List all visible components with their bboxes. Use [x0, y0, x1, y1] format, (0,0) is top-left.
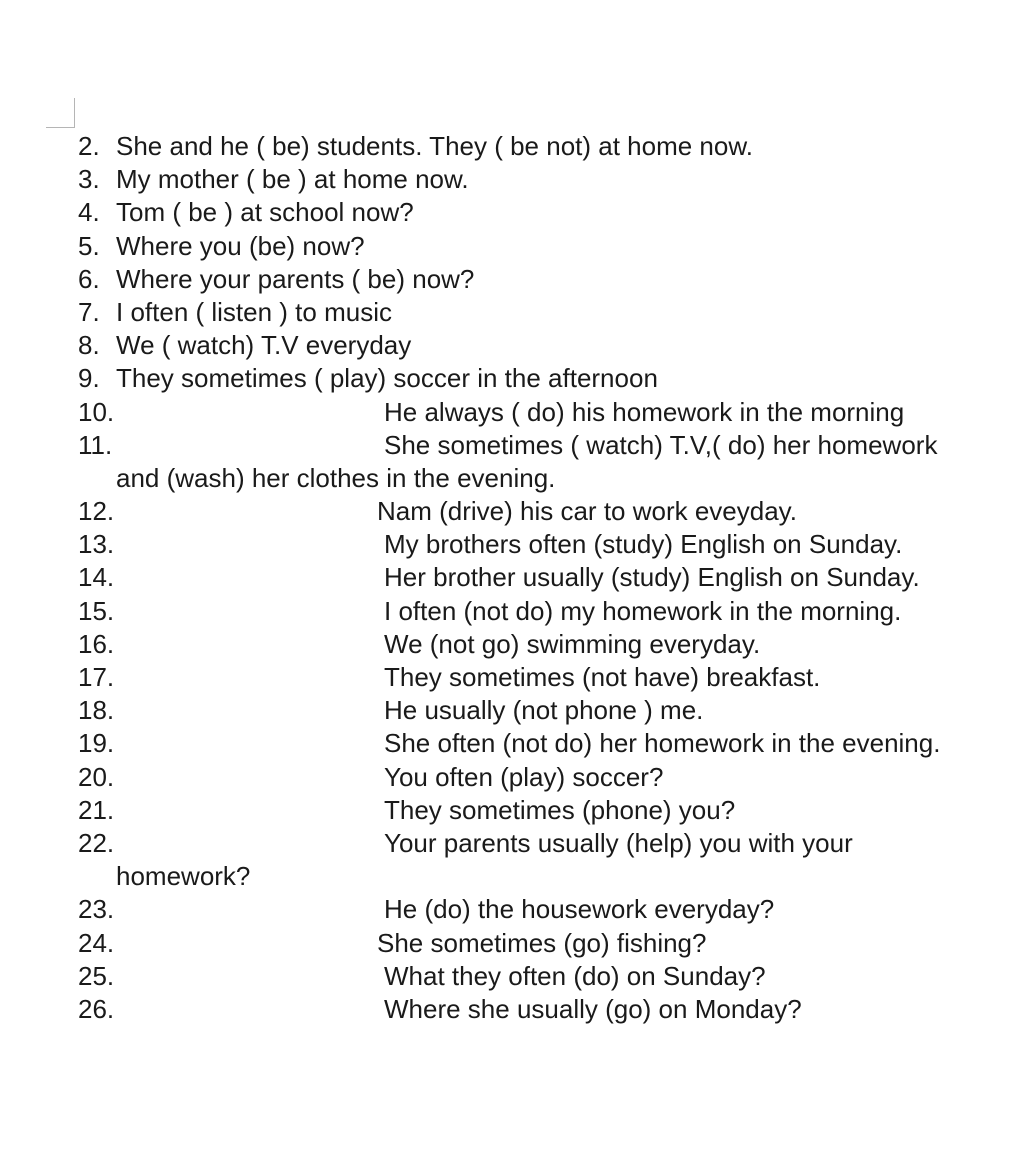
exercise-list	[78, 130, 1018, 1026]
item-text: Nam (drive) his car to work eveyday.	[377, 496, 797, 527]
item-text: What they often (do) on Sunday?	[384, 960, 766, 991]
list-item	[78, 960, 1018, 993]
list-item	[78, 694, 1018, 727]
list-item	[78, 495, 1018, 528]
item-number: 7.	[78, 296, 100, 327]
item-number: 22.	[78, 827, 115, 858]
item-text: Where you (be) now?	[116, 230, 365, 261]
list-item	[78, 761, 1018, 794]
item-text: They sometimes (not have) breakfast.	[384, 662, 821, 692]
item-continuation: and (wash) her clothes in the evening.	[116, 462, 556, 493]
item-text: My mother ( be ) at home now.	[116, 164, 469, 195]
item-number: 15.	[78, 595, 115, 626]
item-number: 26.	[78, 993, 115, 1024]
list-item	[78, 927, 1018, 960]
item-number: 13.	[78, 529, 115, 560]
item-text: She often (not do) her homework in the evening.	[384, 728, 941, 759]
item-text: He always ( do) his homework in the morning	[384, 396, 905, 427]
item-text: Where your parents ( be) now?	[116, 263, 475, 294]
item-text: Tom ( be ) at school now?	[116, 197, 414, 228]
item-text: They sometimes ( play) soccer in the afternoon	[116, 363, 658, 394]
item-number: 5.	[78, 230, 100, 261]
item-number: 20.	[78, 761, 115, 792]
item-number: 23.	[78, 894, 115, 925]
item-text: I often (not do) my homework in the morning.	[384, 595, 902, 626]
item-text: My brothers often (study) English on Sunday.	[384, 529, 903, 560]
list-item	[78, 230, 1018, 263]
list-item	[78, 263, 1018, 296]
item-number: 18.	[78, 695, 115, 726]
list-item	[78, 893, 1018, 926]
item-number: 8.	[78, 330, 100, 361]
list-item	[78, 595, 1018, 628]
list-item	[78, 993, 1018, 1026]
item-text: Where she usually (go) on Monday?	[384, 993, 802, 1024]
list-item	[78, 794, 1018, 827]
list-item	[78, 329, 1018, 362]
item-number: 6.	[78, 263, 100, 294]
list-item	[78, 528, 1018, 561]
item-number: 25.	[78, 960, 115, 991]
item-number: 19.	[78, 728, 115, 759]
item-text: She sometimes ( watch) T.V,( do) her homework	[384, 429, 938, 460]
list-item	[78, 628, 1018, 661]
item-text: I often ( listen ) to music	[116, 296, 392, 327]
item-number: 4.	[78, 197, 100, 228]
item-text: Her brother usually (study) English on Sunday.	[384, 562, 920, 593]
item-text: She sometimes (go) fishing?	[377, 927, 707, 958]
list-item	[78, 561, 1018, 594]
item-number: 17.	[78, 662, 115, 692]
item-number: 24.	[78, 927, 115, 958]
list-item	[78, 396, 1018, 429]
item-number: 12.	[78, 496, 115, 527]
item-number: 9.	[78, 363, 100, 394]
item-number: 3.	[78, 164, 100, 195]
list-item	[78, 163, 1018, 196]
item-continuation: homework?	[116, 861, 251, 892]
item-number: 21.	[78, 794, 115, 825]
item-text: He usually (not phone ) me.	[384, 695, 704, 726]
list-item	[78, 727, 1018, 760]
list-item	[78, 362, 1018, 395]
list-item	[78, 296, 1018, 329]
item-text: We ( watch) T.V everyday	[116, 330, 412, 361]
item-text: You often (play) soccer?	[384, 761, 664, 792]
item-number: 16.	[78, 628, 115, 659]
list-item	[78, 130, 1018, 163]
list-item	[78, 429, 1018, 462]
list-item	[78, 196, 1018, 229]
item-text: She and he ( be) students. They ( be not) at home now.	[116, 131, 753, 161]
item-number: 10.	[78, 396, 115, 427]
list-item	[78, 661, 1018, 694]
item-number: 14.	[78, 562, 115, 593]
item-number: 11.	[78, 429, 113, 460]
item-text: He (do) the housework everyday?	[384, 894, 775, 925]
list-item	[78, 827, 1018, 860]
item-text: They sometimes (phone) you?	[384, 794, 736, 825]
item-number: 2.	[78, 131, 100, 161]
page-margin-marker-icon	[46, 98, 76, 128]
item-text: Your parents usually (help) you with your	[384, 827, 853, 858]
item-text: We (not go) swimming everyday.	[384, 628, 761, 659]
